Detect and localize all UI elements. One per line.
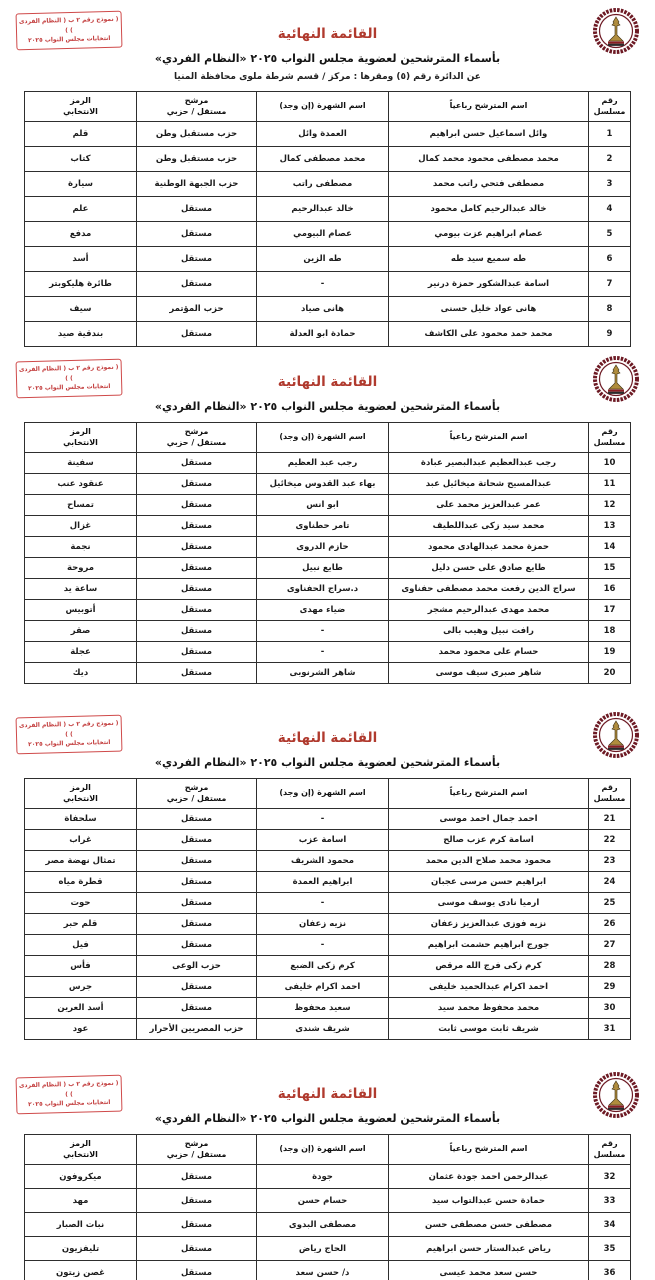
serial-cell: 9: [589, 322, 631, 347]
affiliation-cell: مستقل: [137, 1213, 257, 1237]
symbol-cell: ديك: [25, 663, 137, 684]
serial-cell: 29: [589, 977, 631, 998]
serial-cell: 10: [589, 453, 631, 474]
serial-cell: 21: [589, 809, 631, 830]
symbol-cell: نبات الصبار: [25, 1213, 137, 1237]
name-cell: محمود محمد صلاح الدين محمد: [389, 851, 589, 872]
symbol-cell: تمثال نهضة مصر: [25, 851, 137, 872]
table-header-row: [25, 92, 631, 122]
affiliation-cell: حزب الجبهة الوطنية: [137, 172, 257, 197]
col-symbol: الرمز الانتخابي: [25, 423, 137, 453]
alias-cell: خالد عبدالرحيم: [257, 197, 389, 222]
serial-cell: 27: [589, 935, 631, 956]
col-alias: اسم الشهرة (إن وجد): [257, 92, 389, 122]
alias-cell: ضياء مهدى: [257, 600, 389, 621]
col-symbol: الرمز الانتخابي: [25, 92, 137, 122]
list-page-1: [0, 0, 655, 348]
serial-cell: 20: [589, 663, 631, 684]
alias-cell: -: [257, 809, 389, 830]
col-serial: رقم مسلسل: [589, 779, 631, 809]
affiliation-cell: مستقل: [137, 830, 257, 851]
affiliation-cell: مستقل: [137, 914, 257, 935]
name-cell: احمد جمال احمد موسى: [389, 809, 589, 830]
col-name: اسم المترشح رباعياً: [389, 779, 589, 809]
alias-cell: حازم الدروى: [257, 537, 389, 558]
page-subtitle: بأسماء المترشحين لعضوية مجلس النواب ٢٠٢٥ «النظام الفردي»: [154, 52, 501, 65]
table-row: [25, 495, 631, 516]
serial-cell: 32: [589, 1165, 631, 1189]
serial-cell: 30: [589, 998, 631, 1019]
eagle-icon: [593, 1072, 639, 1118]
serial-cell: 8: [589, 297, 631, 322]
table-row: [25, 1261, 631, 1280]
form-stamp: [16, 1075, 123, 1115]
table-row: [25, 272, 631, 297]
affiliation-cell: مستقل: [137, 579, 257, 600]
symbol-cell: غزال: [25, 516, 137, 537]
alias-cell: -: [257, 935, 389, 956]
symbol-cell: أتوبيس: [25, 600, 137, 621]
page-title: القائمة النهائية: [277, 1086, 378, 1102]
symbol-cell: طائرة هليكوبتر: [25, 272, 137, 297]
symbol-cell: غراب: [25, 830, 137, 851]
symbol-cell: صقر: [25, 621, 137, 642]
alias-cell: كرم زكى الضبع: [257, 956, 389, 977]
candidates-table: [24, 778, 631, 1040]
symbol-cell: ساعة يد: [25, 579, 137, 600]
serial-cell: 16: [589, 579, 631, 600]
name-cell: احمد اكرام عبدالحميد خليفى: [389, 977, 589, 998]
table-row: [25, 893, 631, 914]
name-cell: عبدالمسيح شحاتة ميخائيل عبد: [389, 474, 589, 495]
alias-cell: د/ حسن سعد: [257, 1261, 389, 1280]
affiliation-cell: مستقل: [137, 453, 257, 474]
affiliation-cell: مستقل: [137, 998, 257, 1019]
eagle-icon: [593, 356, 639, 402]
name-cell: رجب عبدالعظيم عبدالبصير عبادة: [389, 453, 589, 474]
symbol-cell: كتاب: [25, 147, 137, 172]
affiliation-cell: مستقل: [137, 322, 257, 347]
table-header-row: [25, 423, 631, 453]
table-row: [25, 642, 631, 663]
table-row: [25, 197, 631, 222]
name-cell: محمد مصطفى محمود محمد كمال: [389, 147, 589, 172]
table-row: [25, 297, 631, 322]
affiliation-cell: حزب مستقبل وطن: [137, 147, 257, 172]
elections-authority-emblem: [593, 1072, 639, 1118]
table-header-row: [25, 1135, 631, 1165]
page-subtitle: بأسماء المترشحين لعضوية مجلس النواب ٢٠٢٥ «النظام الفردي»: [154, 756, 501, 769]
serial-cell: 11: [589, 474, 631, 495]
col-symbol: الرمز الانتخابي: [25, 1135, 137, 1165]
form-stamp: [16, 359, 123, 399]
affiliation-cell: حزب المؤتمر: [137, 297, 257, 322]
name-cell: ارميا نادى يوسف موسى: [389, 893, 589, 914]
alias-cell: -: [257, 642, 389, 663]
alias-cell: احمد اكرام خليفى: [257, 977, 389, 998]
affiliation-cell: مستقل: [137, 222, 257, 247]
col-serial: رقم مسلسل: [589, 1135, 631, 1165]
alias-cell: مصطفى راتب: [257, 172, 389, 197]
table-row: [25, 579, 631, 600]
symbol-cell: مهد: [25, 1189, 137, 1213]
name-cell: رافت نبيل وهيب بالى: [389, 621, 589, 642]
affiliation-cell: مستقل: [137, 872, 257, 893]
table-row: [25, 147, 631, 172]
alias-cell: شاهر الشرنوبى: [257, 663, 389, 684]
page-title: القائمة النهائية: [277, 26, 378, 42]
table-row: [25, 600, 631, 621]
symbol-cell: جرس: [25, 977, 137, 998]
elections-authority-emblem: [593, 8, 639, 54]
symbol-cell: فيل: [25, 935, 137, 956]
name-cell: جورج ابراهيم حشمت ابراهيم: [389, 935, 589, 956]
page-title: القائمة النهائية: [277, 730, 378, 746]
serial-cell: 14: [589, 537, 631, 558]
table-row: [25, 322, 631, 347]
affiliation-cell: حزب مستقبل وطن: [137, 122, 257, 147]
serial-cell: 2: [589, 147, 631, 172]
name-cell: مصطفى فتحي راتب محمد: [389, 172, 589, 197]
serial-cell: 25: [589, 893, 631, 914]
col-alias: اسم الشهرة (إن وجد): [257, 1135, 389, 1165]
name-cell: نزيه فوزى عبدالعزيز زعفان: [389, 914, 589, 935]
alias-cell: حمادة ابو العدلة: [257, 322, 389, 347]
name-cell: رياض عبدالستار حسن ابراهيم: [389, 1237, 589, 1261]
alias-cell: اسامة عزب: [257, 830, 389, 851]
serial-cell: 15: [589, 558, 631, 579]
affiliation-cell: مستقل: [137, 621, 257, 642]
table-row: [25, 1165, 631, 1189]
eagle-icon: [593, 712, 639, 758]
affiliation-cell: مستقل: [137, 1165, 257, 1189]
table-row: [25, 914, 631, 935]
alias-cell: سعيد محفوظ: [257, 998, 389, 1019]
name-cell: طايع صادق على حسن دليل: [389, 558, 589, 579]
symbol-cell: نجمة: [25, 537, 137, 558]
affiliation-cell: مستقل: [137, 935, 257, 956]
name-cell: محمد حمد محمود على الكاشف: [389, 322, 589, 347]
affiliation-cell: حزب الوعى: [137, 956, 257, 977]
col-affiliation: مرشح مستقل / حزبي: [137, 779, 257, 809]
table-row: [25, 830, 631, 851]
affiliation-cell: مستقل: [137, 474, 257, 495]
table-row: [25, 935, 631, 956]
serial-cell: 17: [589, 600, 631, 621]
stamp-line1: ( نموذج رقم ٢ ب ( النظام الفردى ) ): [18, 1079, 119, 1098]
affiliation-cell: حزب المصريين الأحرار: [137, 1019, 257, 1040]
symbol-cell: قلم: [25, 122, 137, 147]
name-cell: عصام ابراهيم عزت بيومي: [389, 222, 589, 247]
table-row: [25, 474, 631, 495]
name-cell: حسام على محمود محمد: [389, 642, 589, 663]
symbol-cell: بندقية صيد: [25, 322, 137, 347]
stamp-line2: انتخابات مجلس النواب ٢٠٢٥: [27, 383, 111, 393]
serial-cell: 33: [589, 1189, 631, 1213]
alias-cell: محمود الشريف: [257, 851, 389, 872]
col-affiliation: مرشح مستقل / حزبي: [137, 1135, 257, 1165]
candidates-table: [24, 91, 631, 347]
symbol-cell: عجلة: [25, 642, 137, 663]
alias-cell: شريف شندى: [257, 1019, 389, 1040]
affiliation-cell: مستقل: [137, 977, 257, 998]
affiliation-cell: مستقل: [137, 642, 257, 663]
eagle-icon: [593, 8, 639, 54]
table-row: [25, 516, 631, 537]
candidates-table: [24, 1134, 631, 1280]
serial-cell: 12: [589, 495, 631, 516]
col-serial: رقم مسلسل: [589, 92, 631, 122]
affiliation-cell: مستقل: [137, 247, 257, 272]
name-cell: هانى عواد خليل حسنى: [389, 297, 589, 322]
name-cell: اسامة كرم عزب صالح: [389, 830, 589, 851]
serial-cell: 34: [589, 1213, 631, 1237]
elections-authority-emblem: [593, 712, 639, 758]
name-cell: سراج الدين رفعت محمد مصطفى حفناوى: [389, 579, 589, 600]
col-serial: رقم مسلسل: [589, 423, 631, 453]
symbol-cell: مروحة: [25, 558, 137, 579]
alias-cell: تامر حطناوى: [257, 516, 389, 537]
table-row: [25, 621, 631, 642]
name-cell: حمادة حسن عبدالتواب سيد: [389, 1189, 589, 1213]
symbol-cell: حوت: [25, 893, 137, 914]
name-cell: محمد محفوظ محمد سيد: [389, 998, 589, 1019]
name-cell: شاهر صبرى سيف موسى: [389, 663, 589, 684]
stamp-line1: ( نموذج رقم ٢ ب ( النظام الفردى ) ): [18, 15, 119, 34]
affiliation-cell: مستقل: [137, 600, 257, 621]
serial-cell: 5: [589, 222, 631, 247]
name-cell: عبدالرحمن احمد جودة عثمان: [389, 1165, 589, 1189]
stamp-line2: انتخابات مجلس النواب ٢٠٢٥: [27, 739, 111, 749]
table-row: [25, 998, 631, 1019]
alias-cell: بهاء عبد القدوس ميخائيل: [257, 474, 389, 495]
affiliation-cell: مستقل: [137, 1189, 257, 1213]
serial-cell: 18: [589, 621, 631, 642]
stamp-line2: انتخابات مجلس النواب ٢٠٢٥: [27, 35, 111, 45]
serial-cell: 24: [589, 872, 631, 893]
alias-cell: هانى صياد: [257, 297, 389, 322]
symbol-cell: غصن زيتون: [25, 1261, 137, 1280]
symbol-cell: تمساح: [25, 495, 137, 516]
table-row: [25, 1213, 631, 1237]
alias-cell: -: [257, 621, 389, 642]
symbol-cell: سفينة: [25, 453, 137, 474]
affiliation-cell: مستقل: [137, 663, 257, 684]
name-cell: محمد مهدى عبدالرحيم مشجر: [389, 600, 589, 621]
symbol-cell: أسد العرين: [25, 998, 137, 1019]
affiliation-cell: مستقل: [137, 537, 257, 558]
serial-cell: 19: [589, 642, 631, 663]
table-row: [25, 1237, 631, 1261]
alias-cell: نزيه زعفان: [257, 914, 389, 935]
affiliation-cell: مستقل: [137, 809, 257, 830]
page-subtitle: بأسماء المترشحين لعضوية مجلس النواب ٢٠٢٥ «النظام الفردي»: [154, 1112, 501, 1125]
alias-cell: جودة: [257, 1165, 389, 1189]
name-cell: طه سميع سيد طه: [389, 247, 589, 272]
table-row: [25, 537, 631, 558]
form-stamp: [16, 11, 123, 51]
symbol-cell: ميكروفون: [25, 1165, 137, 1189]
affiliation-cell: مستقل: [137, 197, 257, 222]
list-page-2: [0, 348, 655, 704]
serial-cell: 7: [589, 272, 631, 297]
affiliation-cell: مستقل: [137, 893, 257, 914]
candidates-table: [24, 422, 631, 684]
name-cell: كرم زكى فرج الله مرقص: [389, 956, 589, 977]
alias-cell: طايع نبيل: [257, 558, 389, 579]
serial-cell: 3: [589, 172, 631, 197]
col-alias: اسم الشهرة (إن وجد): [257, 779, 389, 809]
serial-cell: 28: [589, 956, 631, 977]
list-page-3: [0, 704, 655, 1064]
table-row: [25, 1019, 631, 1040]
alias-cell: ابو انس: [257, 495, 389, 516]
affiliation-cell: مستقل: [137, 558, 257, 579]
symbol-cell: تليفزيون: [25, 1237, 137, 1261]
name-cell: حمزة محمد عبدالهادى محمود: [389, 537, 589, 558]
name-cell: وائل اسماعيل حسن ابراهيم: [389, 122, 589, 147]
name-cell: حسن سعد محمد عيسى: [389, 1261, 589, 1280]
affiliation-cell: مستقل: [137, 495, 257, 516]
serial-cell: 22: [589, 830, 631, 851]
alias-cell: العمدة وائل: [257, 122, 389, 147]
col-name: اسم المترشح رباعياً: [389, 92, 589, 122]
table-row: [25, 809, 631, 830]
table-header-row: [25, 779, 631, 809]
serial-cell: 4: [589, 197, 631, 222]
symbol-cell: سيارة: [25, 172, 137, 197]
table-row: [25, 222, 631, 247]
col-alias: اسم الشهرة (إن وجد): [257, 423, 389, 453]
alias-cell: -: [257, 272, 389, 297]
table-row: [25, 663, 631, 684]
serial-cell: 35: [589, 1237, 631, 1261]
serial-cell: 1: [589, 122, 631, 147]
alias-cell: مصطفى البدوى: [257, 1213, 389, 1237]
col-name: اسم المترشح رباعياً: [389, 1135, 589, 1165]
alias-cell: رجب عبد العظيم: [257, 453, 389, 474]
name-cell: شريف ثابت موسى ثابت: [389, 1019, 589, 1040]
stamp-line2: انتخابات مجلس النواب ٢٠٢٥: [27, 1099, 111, 1109]
col-affiliation: مرشح مستقل / حزبي: [137, 92, 257, 122]
alias-cell: ابراهيم العمدة: [257, 872, 389, 893]
elections-authority-emblem: [593, 356, 639, 402]
alias-cell: الحاج رياض: [257, 1237, 389, 1261]
affiliation-cell: مستقل: [137, 516, 257, 537]
affiliation-cell: مستقل: [137, 272, 257, 297]
table-row: [25, 453, 631, 474]
symbol-cell: سيف: [25, 297, 137, 322]
symbol-cell: أسد: [25, 247, 137, 272]
page-title: القائمة النهائية: [277, 374, 378, 390]
table-row: [25, 956, 631, 977]
name-cell: محمد سيد زكى عبداللطيف: [389, 516, 589, 537]
col-name: اسم المترشح رباعياً: [389, 423, 589, 453]
symbol-cell: عود: [25, 1019, 137, 1040]
alias-cell: عصام البيومي: [257, 222, 389, 247]
table-row: [25, 851, 631, 872]
symbol-cell: فأس: [25, 956, 137, 977]
symbol-cell: سلحفاة: [25, 809, 137, 830]
table-row: [25, 172, 631, 197]
serial-cell: 36: [589, 1261, 631, 1280]
serial-cell: 26: [589, 914, 631, 935]
symbol-cell: قلم حبر: [25, 914, 137, 935]
stamp-line1: ( نموذج رقم ٢ ب ( النظام الفردى ) ): [18, 719, 119, 738]
list-page-4: [0, 1064, 655, 1280]
table-row: [25, 558, 631, 579]
name-cell: عمر عبدالعزيز محمد على: [389, 495, 589, 516]
col-affiliation: مرشح مستقل / حزبي: [137, 423, 257, 453]
alias-cell: طه الزين: [257, 247, 389, 272]
page-subtitle: بأسماء المترشحين لعضوية مجلس النواب ٢٠٢٥ «النظام الفردي»: [154, 400, 501, 413]
name-cell: مصطفى حسن مصطفى حسن: [389, 1213, 589, 1237]
name-cell: ابراهيم حسن مرسى عجبان: [389, 872, 589, 893]
col-symbol: الرمز الانتخابي: [25, 779, 137, 809]
table-row: [25, 247, 631, 272]
affiliation-cell: مستقل: [137, 851, 257, 872]
alias-cell: حسام حسن: [257, 1189, 389, 1213]
alias-cell: -: [257, 893, 389, 914]
table-row: [25, 977, 631, 998]
name-cell: اسامة عبدالشكور حمزة درنير: [389, 272, 589, 297]
name-cell: خالد عبدالرحيم كامل محمود: [389, 197, 589, 222]
serial-cell: 13: [589, 516, 631, 537]
table-row: [25, 872, 631, 893]
affiliation-cell: مستقل: [137, 1237, 257, 1261]
serial-cell: 31: [589, 1019, 631, 1040]
symbol-cell: قطرة مياه: [25, 872, 137, 893]
alias-cell: محمد مصطفى كمال: [257, 147, 389, 172]
table-row: [25, 122, 631, 147]
district-line: عن الدائرة رقم (٥) ومقرها : مركز / قسم شرطة ملوى محافظة المنيا: [174, 72, 481, 82]
serial-cell: 23: [589, 851, 631, 872]
form-stamp: [16, 715, 123, 755]
alias-cell: د.سراج الحفناوى: [257, 579, 389, 600]
table-row: [25, 1189, 631, 1213]
serial-cell: 6: [589, 247, 631, 272]
symbol-cell: علم: [25, 197, 137, 222]
stamp-line1: ( نموذج رقم ٢ ب ( النظام الفردى ) ): [18, 363, 119, 382]
symbol-cell: عنقود عنب: [25, 474, 137, 495]
affiliation-cell: مستقل: [137, 1261, 257, 1280]
symbol-cell: مدفع: [25, 222, 137, 247]
